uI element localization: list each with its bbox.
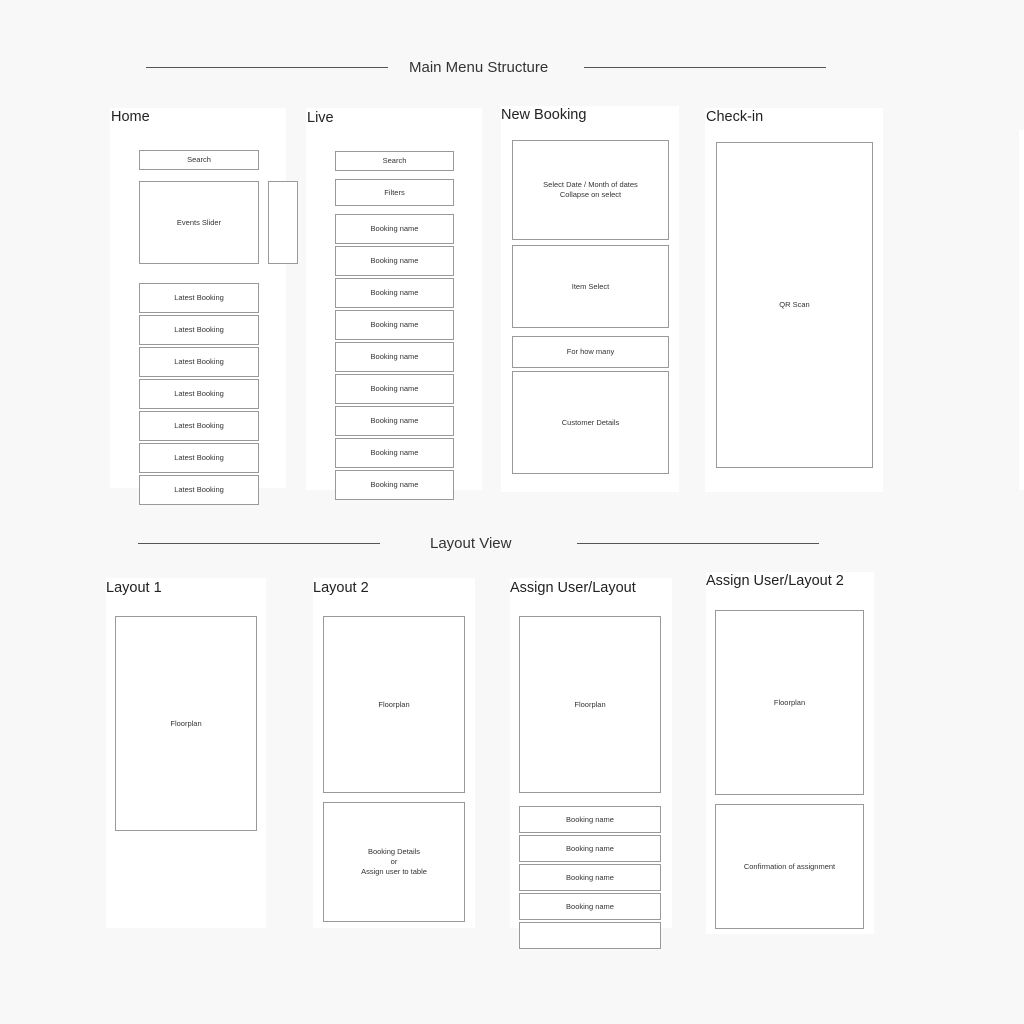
guest-count-field[interactable]: For how many — [512, 336, 669, 368]
main-menu-heading: Main Menu Structure — [409, 59, 549, 76]
list-item[interactable]: Latest Booking — [139, 283, 259, 313]
assign-title: Assign User/Layout — [510, 580, 636, 596]
floorplan[interactable]: Floorplan — [323, 616, 465, 793]
live-title: Live — [307, 110, 334, 126]
assign2-title: Assign User/Layout 2 — [706, 573, 844, 589]
assign2-screen — [706, 572, 874, 934]
list-item[interactable]: Latest Booking — [139, 443, 259, 473]
list-item[interactable]: Booking name — [335, 278, 454, 308]
layout1-title: Layout 1 — [106, 580, 162, 596]
assign-booking-list — [519, 806, 661, 951]
list-item[interactable]: Booking name — [519, 806, 661, 833]
layout-view-right-rule — [577, 543, 819, 544]
list-item[interactable]: Latest Booking — [139, 347, 259, 377]
qr-scanner[interactable]: QR Scan — [716, 142, 873, 468]
list-item[interactable]: Booking name — [519, 864, 661, 891]
list-item[interactable]: Booking name — [335, 214, 454, 244]
home-screen — [110, 108, 286, 494]
floorplan[interactable]: Floorplan — [115, 616, 257, 831]
list-item[interactable]: Booking name — [335, 374, 454, 404]
list-item[interactable]: Booking name — [335, 438, 454, 468]
layout2-screen — [313, 578, 475, 928]
new-booking-title: New Booking — [501, 107, 587, 123]
latest-booking-list — [139, 283, 259, 507]
live-search-input[interactable]: Search — [335, 151, 454, 171]
list-item[interactable] — [519, 922, 661, 949]
list-item[interactable]: Latest Booking — [139, 315, 259, 345]
item-select[interactable]: Item Select — [512, 245, 669, 328]
main-menu-right-rule — [584, 67, 826, 68]
layout-view-heading: Layout View — [430, 535, 512, 552]
list-item[interactable]: Booking name — [335, 406, 454, 436]
confirmation-panel[interactable]: Confirmation of assignment — [715, 804, 864, 929]
home-title: Home — [111, 109, 150, 125]
list-item[interactable]: Booking name — [335, 310, 454, 340]
list-item[interactable]: Booking name — [335, 470, 454, 500]
floorplan[interactable]: Floorplan — [519, 616, 661, 793]
list-item[interactable]: Latest Booking — [139, 379, 259, 409]
live-screen — [306, 108, 482, 490]
customer-details-form[interactable]: Customer Details — [512, 371, 669, 474]
list-item[interactable]: Booking name — [335, 246, 454, 276]
list-item[interactable]: Booking name — [335, 342, 454, 372]
layout-view-left-rule — [138, 543, 380, 544]
list-item[interactable]: Booking name — [519, 835, 661, 862]
checkin-title: Check-in — [706, 109, 764, 125]
live-filters-button[interactable]: Filters — [335, 179, 454, 206]
list-item[interactable]: Latest Booking — [139, 475, 259, 505]
list-item[interactable]: Booking name — [519, 893, 661, 920]
booking-details-panel[interactable]: Booking Details or Assign user to table — [323, 802, 465, 922]
date-select[interactable]: Select Date / Month of dates Collapse on select — [512, 140, 669, 240]
live-booking-list — [335, 214, 454, 502]
floorplan[interactable]: Floorplan — [715, 610, 864, 795]
events-slider[interactable]: Events Slider — [139, 181, 259, 264]
offscreen-frame — [1019, 130, 1024, 490]
main-menu-left-rule — [146, 67, 388, 68]
events-slider-next-card[interactable] — [268, 181, 298, 264]
home-search-input[interactable]: Search — [139, 150, 259, 170]
list-item[interactable]: Latest Booking — [139, 411, 259, 441]
checkin-screen — [705, 108, 883, 492]
layout1-screen — [106, 578, 266, 928]
layout2-title: Layout 2 — [313, 580, 369, 596]
assign-screen — [510, 578, 672, 928]
new-booking-screen — [501, 106, 679, 492]
